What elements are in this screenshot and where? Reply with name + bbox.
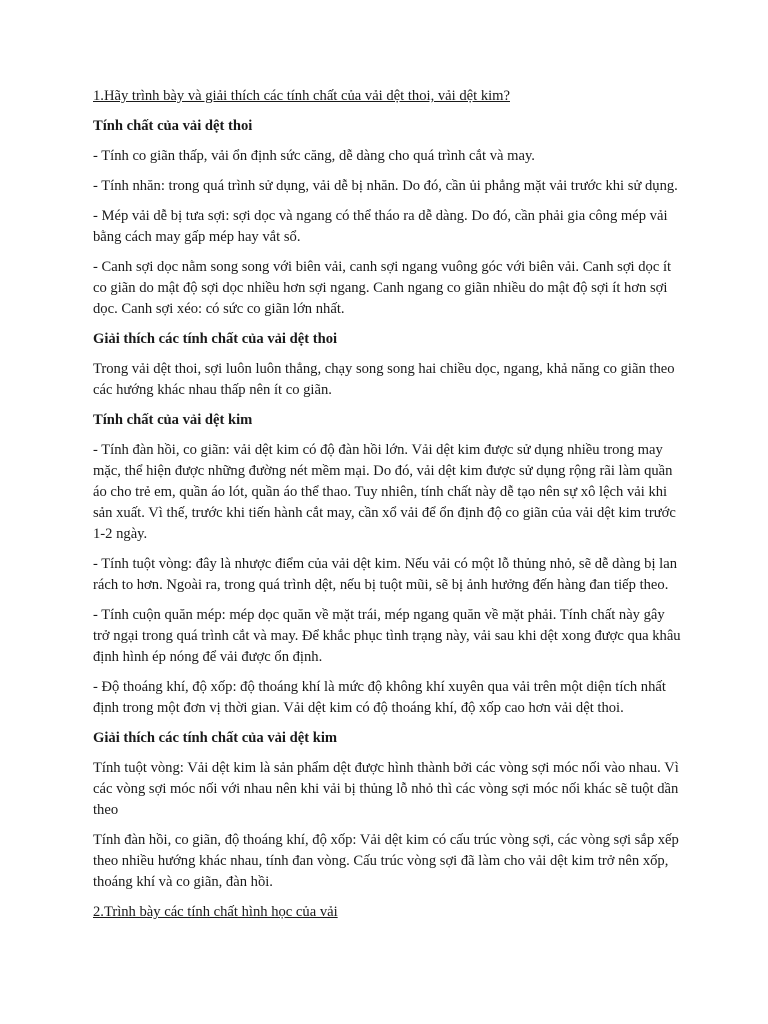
- question-1: 1.Hãy trình bày và giải thích các tính chất của vải dệt thoi, vải dệt kim?: [93, 88, 510, 104]
- heading-woven-explanation: Giải thích các tính chất của vải dệt thoi: [93, 331, 338, 347]
- paragraph: - Tính đàn hồi, co giãn: vải dệt kim có độ đàn hồi lớn. Vải dệt kim được sử dụng nhiều trong may mặc, thể hiện được những đường nét mềm mại. Do đó, vải dệt kim được sử dụng rộng rãi làm quần áo cho trẻ em, quần áo lót, quần áo thể thao. Tuy nhiên, tính chất này dễ tạo nên sự xô lệch vải khi sản xuất. Vì thế, trước khi tiến hành cắt may, cần xổ vải để ổn định độ co giãn của vải dệt kim trước 1-2 ngày.: [93, 442, 676, 542]
- paragraph: Trong vải dệt thoi, sợi luôn luôn thẳng, chạy song song hai chiều dọc, ngang, khả năng co giãn theo các hướng khác nhau thấp nên ít co giãn.: [93, 361, 675, 398]
- heading-knit-explanation: Giải thích các tính chất của vải dệt kim: [93, 730, 338, 746]
- paragraph: - Tính cuộn quăn mép: mép dọc quăn về mặt trái, mép ngang quăn về mặt phải. Tính chất này gây trở ngại trong quá trình cắt và may. Để khắc phục tình trạng này, vải sau khi dệt xong được qua khâu định hình ép nóng để vải được ổn định.: [93, 607, 681, 665]
- paragraph: - Tính tuột vòng: đây là nhược điểm của vải dệt kim. Nếu vải có một lỗ thủng nhỏ, sẽ dễ dàng bị lan rách to hơn. Ngoài ra, trong quá trình dệt, nếu bị tuột mũi, sẽ bị ảnh hưởng đến hàng đan tiếp theo.: [93, 556, 677, 593]
- paragraph: - Tính nhăn: trong quá trình sử dụng, vải dễ bị nhăn. Do đó, cần ủi phẳng mặt vải trước khi sử dụng.: [93, 178, 678, 194]
- paragraph: - Canh sợi dọc nằm song song với biên vải, canh sợi ngang vuông góc với biên vải. Canh sợi dọc ít co giãn do mật độ sợi dọc nhiều hơn sợi ngang. Canh ngang co giãn nhiều do mật độ sợi ít hơn sợi dọc. Canh sợi xéo: có sức co giãn lớn nhất.: [93, 259, 672, 317]
- question-2: 2.Trình bày các tính chất hình học của vải: [93, 904, 338, 920]
- paragraph: Tính tuột vòng: Vải dệt kim là sản phẩm dệt được hình thành bởi các vòng sợi móc nối vào nhau. Vì các vòng sợi móc nối với nhau nên khi vải bị thủng lỗ nhỏ thì các vòng sợi móc nối khác sẽ tuột dần theo: [93, 760, 679, 818]
- document-page: [93, 86, 683, 932]
- heading-knit-properties: Tính chất của vải dệt kim: [93, 412, 253, 428]
- paragraph: Tính đàn hồi, co giãn, độ thoáng khí, độ xốp: Vải dệt kim có cấu trúc vòng sợi, các vòng sợi sắp xếp theo nhiều hướng khác nhau, tính đan vòng. Cấu trúc vòng sợi đã làm cho vải dệt kim trở nên xốp, thoáng khí và co giãn, đàn hồi.: [93, 832, 679, 890]
- paragraph: - Mép vải dễ bị tưa sợi: sợi dọc và ngang có thể tháo ra dễ dàng. Do đó, cần phải gia công mép vải bằng cách may gấp mép hay vắt sổ.: [93, 208, 668, 245]
- heading-woven-properties: Tính chất của vải dệt thoi: [93, 118, 253, 134]
- paragraph: - Tính co giãn thấp, vải ổn định sức căng, dễ dàng cho quá trình cắt và may.: [93, 148, 535, 164]
- paragraph: - Độ thoáng khí, độ xốp: độ thoáng khí là mức độ không khí xuyên qua vải trên một diện tích nhất định trong một đơn vị thời gian. Vải dệt kim có độ thoáng khí, độ xốp cao hơn vải dệt thoi.: [93, 679, 666, 716]
